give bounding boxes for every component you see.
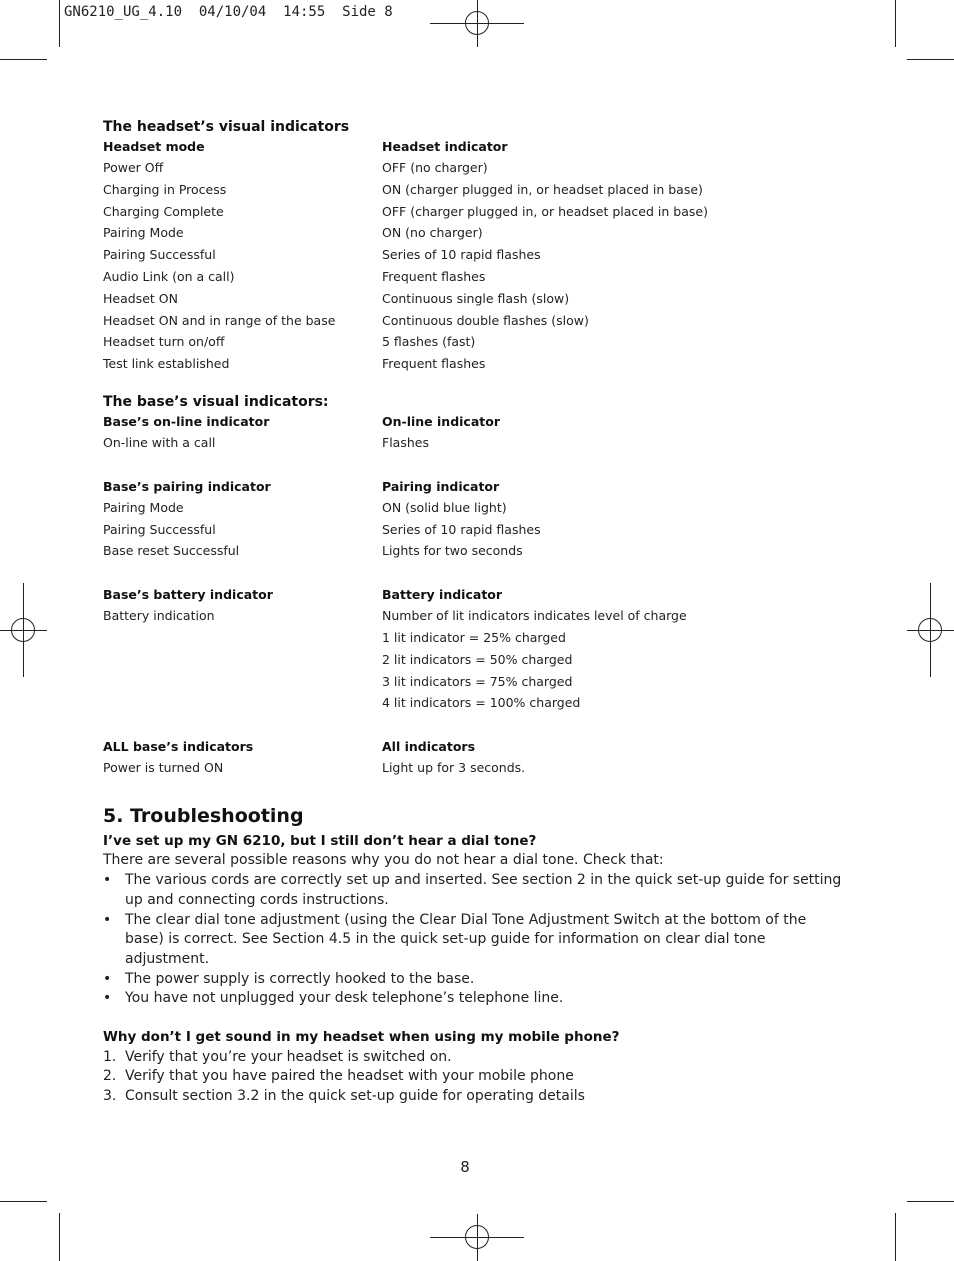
table-row (103, 671, 843, 693)
troubleshooting-section (103, 804, 843, 1107)
indicator-cell: Number of lit indicators indicates level of charge (382, 608, 687, 624)
headset-section-title: The headset’s visual indicators (103, 119, 350, 135)
indicator-cell: 2 lit indicators = 50% charged (382, 651, 573, 667)
mobile-sound-steps (103, 1048, 843, 1107)
mode-cell: Pairing Successful (103, 521, 216, 537)
list-item (103, 989, 843, 1009)
list-item-text: The various cords are correctly set up and inserted. See section 2 in the quick set-up guide for setting up and connecting cords instructions. (125, 872, 842, 908)
indicator-cell: 3 lit indicators = 75% charged (382, 673, 573, 689)
base-indicators-section (103, 393, 843, 779)
table-row (103, 540, 843, 562)
mode-cell: Headset ON and in range of the base (103, 312, 336, 328)
dial-tone-checklist (103, 871, 843, 1009)
list-item (103, 970, 843, 990)
list-item (103, 911, 843, 970)
indicator-cell: OFF (no charger) (382, 160, 488, 175)
bullet-icon: • (103, 911, 112, 928)
dial-tone-intro: There are several possible reasons why you do not hear a dial tone. Check that: (103, 852, 664, 869)
indicator-cell: Frequent flashes (382, 268, 486, 284)
mode-cell (103, 692, 382, 714)
question-dial-tone: I’ve set up my GN 6210, but I still don’t hear a dial tone? (103, 832, 537, 849)
list-item (103, 871, 843, 910)
indicator-cell: Series of 10 rapid flashes (382, 247, 541, 263)
table-row (103, 201, 843, 223)
indicator-cell: 5 flashes (fast) (382, 334, 476, 350)
table-row (103, 605, 843, 627)
printer-slug: GN6210_UG_4.10 04/10/04 14:55 Side 8 (64, 4, 393, 20)
table-row (103, 497, 843, 519)
table-row (103, 244, 843, 266)
mode-cell: On-line with a call (103, 434, 216, 450)
table-row (103, 692, 843, 714)
mode-cell: Pairing Successful (103, 247, 216, 263)
indicator-cell: 4 lit indicators = 100% charged (382, 695, 581, 711)
table-row (103, 519, 843, 541)
all-table-body (103, 757, 843, 779)
table-row (103, 310, 843, 332)
table-row (103, 432, 843, 454)
table-header: Headset mode Headset indicator (103, 139, 508, 154)
indicator-cell: Series of 10 rapid flashes (382, 521, 541, 537)
mode-cell: Audio Link (on a call) (103, 268, 235, 284)
list-item-text: The power supply is correctly hooked to the base. (125, 970, 475, 987)
table-row (103, 288, 843, 310)
table-header: ALL base’s indicators All indicators (103, 739, 476, 755)
table-header: Base’s pairing indicator Pairing indicator (103, 478, 500, 494)
list-item-text: You have not unplugged your desk telephone’s telephone line. (125, 990, 564, 1007)
list-number: 2. (103, 1068, 117, 1085)
mode-cell: Power is turned ON (103, 760, 224, 776)
indicator-cell: ON (no charger) (382, 225, 483, 241)
mode-cell: Test link established (103, 356, 230, 372)
list-item-text: Verify that you’re your headset is switched on. (125, 1048, 452, 1065)
headset-indicators-section (103, 118, 843, 375)
table-row (103, 757, 843, 779)
indicator-cell: OFF (charger plugged in, or headset placed in base) (382, 203, 708, 219)
table-header: Base’s on-line indicator On-line indicator (103, 413, 500, 429)
table-row (103, 649, 843, 671)
mode-cell: Pairing Mode (103, 499, 184, 515)
page-content (103, 118, 843, 1107)
bullet-icon: • (103, 872, 112, 889)
headset-table-body (103, 157, 843, 375)
indicator-cell: Continuous double flashes (slow) (382, 312, 589, 328)
list-item-text: The clear dial tone adjustment (using the Clear Dial Tone Adjustment Switch at the bottom of the base) is correct. See Section 4.5 in the quick set-up guide for information on clear dial tone adjustment. (125, 911, 807, 967)
mode-cell (103, 627, 382, 649)
indicator-cell: 1 lit indicator = 25% charged (382, 629, 566, 645)
mode-cell: Charging Complete (103, 203, 224, 219)
question-mobile-sound: Why don’t I get sound in my headset when using my mobile phone? (103, 1029, 620, 1046)
mode-cell: Charging in Process (103, 181, 227, 197)
table-row (103, 157, 843, 179)
mode-cell: Battery indication (103, 608, 215, 624)
mode-cell (103, 649, 382, 671)
battery-table-body (103, 605, 843, 714)
mode-cell: Headset turn on/off (103, 334, 225, 350)
indicator-cell: Flashes (382, 434, 429, 450)
table-row (103, 331, 843, 353)
table-row (103, 222, 843, 244)
list-item-text: Verify that you have paired the headset with your mobile phone (125, 1068, 574, 1085)
mode-cell (103, 671, 382, 693)
base-section-title: The base’s visual indicators: (103, 393, 329, 410)
pairing-table-body (103, 497, 843, 562)
mode-cell: Base reset Successful (103, 543, 240, 559)
mode-cell: Power Off (103, 160, 164, 175)
page-number: 8 (460, 1158, 470, 1176)
indicator-cell: ON (solid blue light) (382, 499, 507, 515)
list-number: 3. (103, 1087, 117, 1104)
indicator-cell: Continuous single flash (slow) (382, 290, 570, 306)
table-row (103, 353, 843, 375)
indicator-cell: Light up for 3 seconds. (382, 760, 526, 776)
online-table-body (103, 432, 843, 454)
table-row (103, 266, 843, 288)
troubleshooting-heading: 5. Troubleshooting (103, 804, 304, 827)
list-item (103, 1048, 843, 1068)
bullet-icon: • (103, 990, 112, 1007)
indicator-cell: Frequent flashes (382, 356, 486, 372)
table-header: Base’s battery indicator Battery indicator (103, 587, 503, 603)
mode-cell: Headset ON (103, 290, 178, 306)
list-item (103, 1067, 843, 1087)
list-number: 1. (103, 1048, 117, 1065)
table-row (103, 179, 843, 201)
indicator-cell: ON (charger plugged in, or headset placed in base) (382, 181, 703, 197)
indicator-cell: Lights for two seconds (382, 543, 523, 559)
table-row (103, 627, 843, 649)
list-item (103, 1087, 843, 1107)
bullet-icon: • (103, 970, 112, 987)
list-item-text: Consult section 3.2 in the quick set-up guide for operating details (125, 1087, 585, 1104)
mode-cell: Pairing Mode (103, 225, 184, 241)
